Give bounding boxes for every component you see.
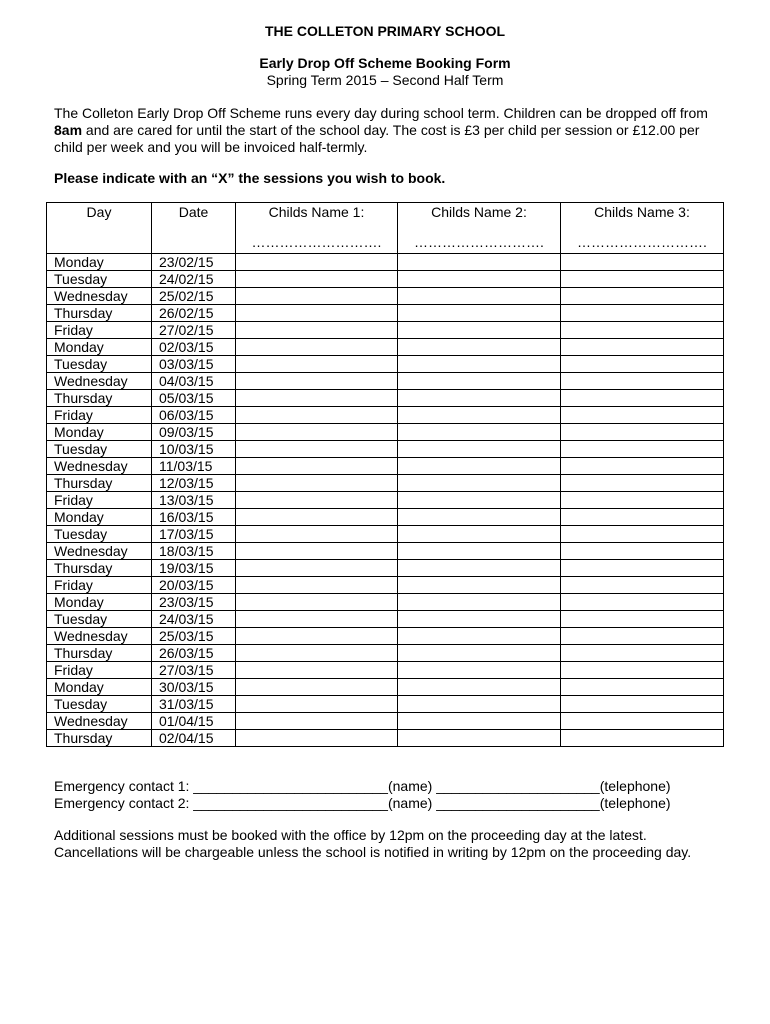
child-3-session-cell	[561, 560, 724, 577]
date-cell: 17/03/15	[152, 526, 236, 543]
drop-off-time: 8am	[54, 122, 83, 138]
day-cell: Tuesday	[47, 611, 152, 628]
child-1-session-cell	[236, 407, 398, 424]
child-1-session-cell	[236, 424, 398, 441]
emergency-contact-2	[54, 795, 671, 812]
child-1-session-cell	[236, 628, 398, 645]
date-cell: 02/04/15	[152, 730, 236, 747]
day-cell: Wednesday	[47, 373, 152, 390]
table-row	[47, 543, 724, 560]
child-3-session-cell	[561, 526, 724, 543]
emergency-telephone-blank: _____________________	[436, 795, 600, 811]
child-3-session-cell	[561, 424, 724, 441]
emergency-contact-label: Emergency contact 1:	[54, 778, 190, 794]
child-2-session-cell	[398, 458, 561, 475]
date-cell: 23/03/15	[152, 594, 236, 611]
child-2-session-cell	[398, 662, 561, 679]
intro-line-1: The Colleton Early Drop Off Scheme runs every day during school term. Children can be dropped off from	[54, 105, 708, 121]
child-3-session-cell	[561, 713, 724, 730]
date-cell: 19/03/15	[152, 560, 236, 577]
date-cell: 24/03/15	[152, 611, 236, 628]
day-cell: Tuesday	[47, 271, 152, 288]
table-row	[47, 424, 724, 441]
date-cell: 26/02/15	[152, 305, 236, 322]
day-cell: Thursday	[47, 645, 152, 662]
table-row	[47, 322, 724, 339]
child-2-session-cell	[398, 696, 561, 713]
table-row	[47, 560, 724, 577]
school-name: THE COLLETON PRIMARY SCHOOL	[264, 23, 506, 39]
child-1-session-cell	[236, 696, 398, 713]
date-cell: 27/03/15	[152, 662, 236, 679]
day-cell: Tuesday	[47, 526, 152, 543]
column-header-child-1	[236, 203, 398, 254]
table-row	[47, 696, 724, 713]
column-label-day: Day	[86, 204, 112, 220]
day-cell: Friday	[47, 492, 152, 509]
date-cell: 03/03/15	[152, 356, 236, 373]
day-cell: Friday	[47, 407, 152, 424]
table-row	[47, 713, 724, 730]
date-cell: 23/02/15	[152, 254, 236, 271]
child-3-session-cell	[561, 339, 724, 356]
day-cell: Thursday	[47, 730, 152, 747]
date-cell: 26/03/15	[152, 645, 236, 662]
child-1-session-cell	[236, 526, 398, 543]
child-1-session-cell	[236, 458, 398, 475]
child-1-session-cell	[236, 577, 398, 594]
column-label-child-3: Childs Name 3:	[594, 204, 690, 220]
day-cell: Tuesday	[47, 696, 152, 713]
intro-line-2-text: and are cared for until the start of the school day. The cost is £3 per child per session or £12.00 per	[82, 122, 700, 138]
column-label-child-2: Childs Name 2:	[431, 204, 527, 220]
day-cell: Tuesday	[47, 356, 152, 373]
child-2-session-cell	[398, 509, 561, 526]
table-row	[47, 730, 724, 747]
child-2-session-cell	[398, 390, 561, 407]
child-3-session-cell	[561, 679, 724, 696]
child-2-session-cell	[398, 543, 561, 560]
day-cell: Thursday	[47, 305, 152, 322]
child-2-session-cell	[398, 492, 561, 509]
table-row	[47, 254, 724, 271]
child-2-session-cell	[398, 679, 561, 696]
child-1-session-cell	[236, 305, 398, 322]
child-3-session-cell	[561, 458, 724, 475]
child-1-session-cell	[236, 339, 398, 356]
booking-table-header	[47, 203, 724, 254]
column-header-child-3	[561, 203, 724, 254]
child-3-session-cell	[561, 373, 724, 390]
table-row	[47, 577, 724, 594]
child-1-session-cell	[236, 271, 398, 288]
child-1-session-cell	[236, 645, 398, 662]
child-1-session-cell	[236, 322, 398, 339]
column-label-date: Date	[178, 204, 209, 220]
child-2-name-blank: ……………………….	[414, 234, 544, 250]
child-1-session-cell	[236, 288, 398, 305]
emergency-telephone-blank: _____________________	[436, 778, 600, 794]
header-row	[47, 203, 724, 254]
child-3-session-cell	[561, 696, 724, 713]
date-cell: 06/03/15	[152, 407, 236, 424]
date-cell: 20/03/15	[152, 577, 236, 594]
child-2-session-cell	[398, 441, 561, 458]
date-cell: 13/03/15	[152, 492, 236, 509]
table-row	[47, 407, 724, 424]
child-2-session-cell	[398, 526, 561, 543]
child-2-session-cell	[398, 730, 561, 747]
child-2-session-cell	[398, 356, 561, 373]
day-cell: Thursday	[47, 475, 152, 492]
child-3-session-cell	[561, 543, 724, 560]
table-row	[47, 628, 724, 645]
child-2-session-cell	[398, 288, 561, 305]
date-cell: 25/03/15	[152, 628, 236, 645]
child-2-session-cell	[398, 611, 561, 628]
child-3-session-cell	[561, 441, 724, 458]
table-row	[47, 662, 724, 679]
day-cell: Wednesday	[47, 543, 152, 560]
child-2-session-cell	[398, 628, 561, 645]
child-3-session-cell	[561, 509, 724, 526]
child-1-session-cell	[236, 611, 398, 628]
day-cell: Monday	[47, 254, 152, 271]
table-row	[47, 288, 724, 305]
table-row	[47, 526, 724, 543]
date-cell: 11/03/15	[152, 458, 236, 475]
child-2-session-cell	[398, 305, 561, 322]
child-3-session-cell	[561, 662, 724, 679]
child-1-session-cell	[236, 356, 398, 373]
day-cell: Tuesday	[47, 441, 152, 458]
child-2-session-cell	[398, 645, 561, 662]
day-cell: Wednesday	[47, 628, 152, 645]
table-row	[47, 441, 724, 458]
day-cell: Monday	[47, 339, 152, 356]
day-cell: Monday	[47, 424, 152, 441]
child-1-session-cell	[236, 390, 398, 407]
child-1-session-cell	[236, 730, 398, 747]
child-3-session-cell	[561, 577, 724, 594]
date-cell: 25/02/15	[152, 288, 236, 305]
emergency-name-label: (name)	[387, 795, 433, 811]
child-3-name-blank: ……………………….	[577, 234, 707, 250]
table-row	[47, 458, 724, 475]
child-3-session-cell	[561, 288, 724, 305]
column-label-child-1: Childs Name 1:	[268, 204, 365, 220]
emergency-contact-1	[54, 778, 671, 795]
date-cell: 09/03/15	[152, 424, 236, 441]
child-3-session-cell	[561, 390, 724, 407]
day-cell: Friday	[47, 662, 152, 679]
table-row	[47, 373, 724, 390]
child-3-session-cell	[561, 645, 724, 662]
emergency-name-blank: _________________________	[193, 795, 388, 811]
child-1-session-cell	[236, 543, 398, 560]
table-row	[47, 339, 724, 356]
child-1-session-cell	[236, 679, 398, 696]
child-3-session-cell	[561, 322, 724, 339]
child-3-session-cell	[561, 594, 724, 611]
child-2-session-cell	[398, 594, 561, 611]
date-cell: 01/04/15	[152, 713, 236, 730]
table-row	[47, 492, 724, 509]
child-1-session-cell	[236, 594, 398, 611]
table-row	[47, 356, 724, 373]
form-title: Early Drop Off Scheme Booking Form	[259, 55, 511, 71]
table-row	[47, 305, 724, 322]
day-cell: Thursday	[47, 560, 152, 577]
term-subtitle: Spring Term 2015 – Second Half Term	[266, 72, 504, 88]
date-cell: 12/03/15	[152, 475, 236, 492]
child-3-session-cell	[561, 407, 724, 424]
emergency-contacts	[54, 778, 671, 812]
additional-sessions-note: Additional sessions must be booked with the office by 12pm on the proceeding day at the latest.	[54, 827, 647, 843]
emergency-contact-label: Emergency contact 2:	[54, 795, 190, 811]
date-cell: 24/02/15	[152, 271, 236, 288]
day-cell: Thursday	[47, 390, 152, 407]
cancellations-note: Cancellations will be chargeable unless the school is notified in writing by 12pm on the proceeding day.	[54, 844, 692, 860]
column-header-day	[47, 203, 152, 254]
child-2-session-cell	[398, 713, 561, 730]
day-cell: Wednesday	[47, 288, 152, 305]
date-cell: 05/03/15	[152, 390, 236, 407]
emergency-telephone-label: (telephone)	[599, 778, 671, 794]
child-1-session-cell	[236, 373, 398, 390]
child-2-session-cell	[398, 339, 561, 356]
child-1-session-cell	[236, 441, 398, 458]
child-3-session-cell	[561, 475, 724, 492]
booking-table	[46, 202, 724, 747]
table-row	[47, 271, 724, 288]
child-2-session-cell	[398, 373, 561, 390]
table-row	[47, 679, 724, 696]
child-3-session-cell	[561, 271, 724, 288]
child-2-session-cell	[398, 271, 561, 288]
child-3-session-cell	[561, 730, 724, 747]
day-cell: Friday	[47, 577, 152, 594]
day-cell: Monday	[47, 594, 152, 611]
day-cell: Monday	[47, 509, 152, 526]
date-cell: 10/03/15	[152, 441, 236, 458]
date-cell: 27/02/15	[152, 322, 236, 339]
child-1-session-cell	[236, 492, 398, 509]
child-2-session-cell	[398, 475, 561, 492]
child-2-session-cell	[398, 322, 561, 339]
child-2-session-cell	[398, 424, 561, 441]
booking-notes	[54, 827, 691, 861]
date-cell: 31/03/15	[152, 696, 236, 713]
child-1-session-cell	[236, 509, 398, 526]
table-row	[47, 475, 724, 492]
child-2-session-cell	[398, 577, 561, 594]
intro-line-3: child per week and you will be invoiced half-termly.	[54, 139, 368, 155]
date-cell: 18/03/15	[152, 543, 236, 560]
emergency-name-blank: _________________________	[193, 778, 388, 794]
intro-line-2	[54, 122, 708, 139]
child-1-session-cell	[236, 560, 398, 577]
child-3-session-cell	[561, 492, 724, 509]
column-header-date	[152, 203, 236, 254]
date-cell: 02/03/15	[152, 339, 236, 356]
table-row	[47, 645, 724, 662]
child-3-session-cell	[561, 628, 724, 645]
table-row	[47, 509, 724, 526]
child-3-session-cell	[561, 305, 724, 322]
child-3-session-cell	[561, 254, 724, 271]
child-2-session-cell	[398, 254, 561, 271]
child-3-session-cell	[561, 611, 724, 628]
emergency-name-label: (name)	[387, 778, 433, 794]
day-cell: Friday	[47, 322, 152, 339]
table-row	[47, 390, 724, 407]
table-row	[47, 594, 724, 611]
day-cell: Monday	[47, 679, 152, 696]
day-cell: Wednesday	[47, 713, 152, 730]
date-cell: 04/03/15	[152, 373, 236, 390]
child-1-name-blank: ……………………….	[251, 234, 382, 250]
day-cell: Wednesday	[47, 458, 152, 475]
emergency-telephone-label: (telephone)	[599, 795, 671, 811]
intro-paragraph	[54, 105, 708, 156]
child-1-session-cell	[236, 475, 398, 492]
booking-instruction: Please indicate with an “X” the sessions you wish to book.	[54, 170, 446, 186]
date-cell: 16/03/15	[152, 509, 236, 526]
date-cell: 30/03/15	[152, 679, 236, 696]
child-2-session-cell	[398, 407, 561, 424]
child-3-session-cell	[561, 356, 724, 373]
child-1-session-cell	[236, 662, 398, 679]
child-1-session-cell	[236, 254, 398, 271]
table-row	[47, 611, 724, 628]
child-2-session-cell	[398, 560, 561, 577]
booking-table-body	[47, 254, 724, 747]
column-header-child-2	[398, 203, 561, 254]
child-1-session-cell	[236, 713, 398, 730]
